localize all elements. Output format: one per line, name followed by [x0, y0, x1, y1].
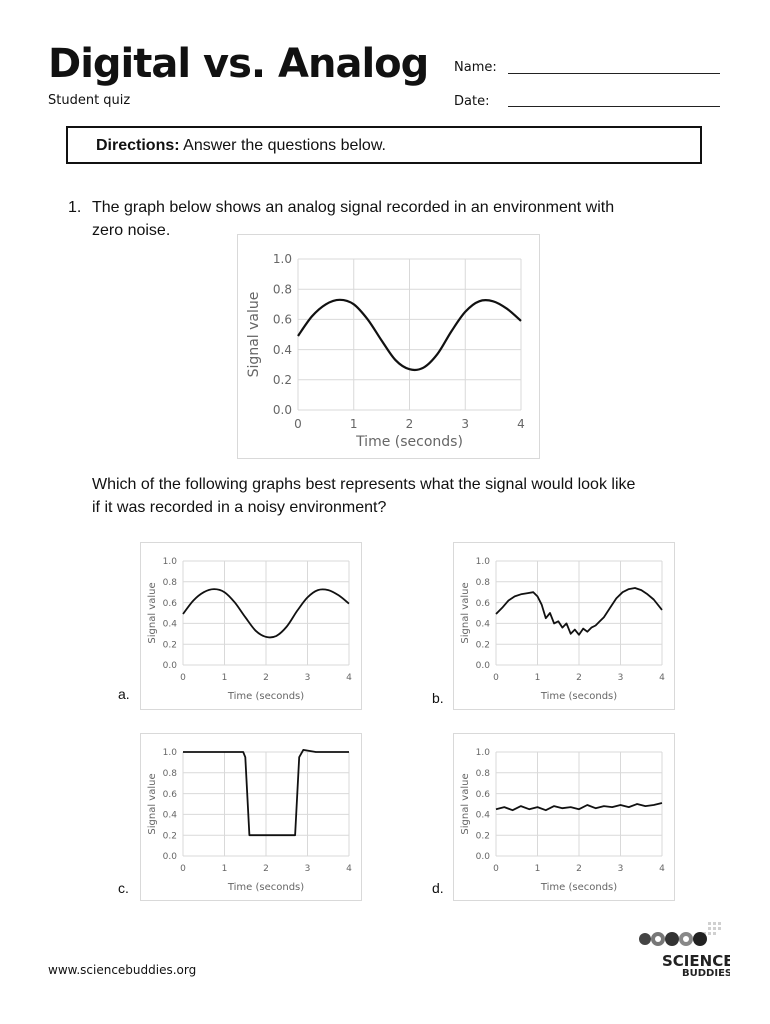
- x-tick-label: 4: [659, 673, 665, 683]
- logo-text-science: SCIENCE: [662, 952, 730, 970]
- y-tick-label: 1.0: [475, 557, 490, 568]
- x-tick-label: 1: [221, 673, 228, 683]
- x-tick-label: 0: [180, 864, 186, 874]
- x-tick-label: 4: [659, 864, 665, 874]
- date-field[interactable]: [508, 106, 720, 107]
- x-tick-label: 3: [461, 417, 470, 431]
- y-tick-label: 0.8: [162, 768, 177, 779]
- y-axis-label: Signal value: [460, 582, 471, 644]
- x-tick-label: 4: [517, 417, 525, 431]
- name-label: Name:: [454, 60, 497, 75]
- x-tick-label: 1: [349, 417, 358, 431]
- y-tick-label: 0.0: [162, 661, 177, 672]
- option-c-label[interactable]: c.: [118, 880, 129, 896]
- prompt-line2: if it was recorded in a noisy environment?: [92, 499, 387, 516]
- y-tick-label: 0.4: [475, 810, 490, 821]
- y-tick-label: 0.6: [162, 789, 177, 800]
- y-axis-label: Signal value: [147, 582, 158, 644]
- option-d-chart[interactable]: [453, 733, 675, 901]
- worksheet-title: Digital vs. Analog: [48, 41, 429, 87]
- x-tick-label: 2: [405, 417, 414, 431]
- y-tick-label: 0.8: [162, 577, 177, 588]
- x-tick-label: 3: [617, 673, 624, 683]
- y-axis-label: Signal value: [460, 773, 471, 835]
- y-tick-label: 0.2: [475, 640, 490, 651]
- y-tick-label: 0.4: [272, 342, 292, 357]
- option-c-chart[interactable]: [140, 733, 362, 901]
- directions-heading: Directions:: [96, 137, 180, 154]
- x-tick-label: 0: [180, 673, 186, 683]
- y-tick-label: 1.0: [475, 748, 490, 759]
- y-tick-label: 0.6: [272, 312, 292, 327]
- y-tick-label: 0.2: [162, 831, 177, 842]
- y-tick-label: 0.6: [475, 598, 490, 609]
- y-axis-label: Signal value: [246, 291, 262, 378]
- name-field[interactable]: [508, 73, 720, 74]
- x-axis-label: Time (seconds): [356, 434, 463, 450]
- x-tick-label: 0: [294, 417, 302, 431]
- x-tick-label: 2: [263, 673, 269, 683]
- directions-body: Answer the questions below.: [183, 137, 386, 154]
- science-buddies-logo: [630, 920, 730, 980]
- y-tick-label: 0.0: [162, 852, 177, 863]
- y-tick-label: 0.8: [475, 768, 490, 779]
- y-tick-label: 0.6: [475, 789, 490, 800]
- x-tick-label: 2: [576, 673, 582, 683]
- y-axis-label: Signal value: [147, 773, 158, 835]
- x-tick-label: 0: [493, 673, 499, 683]
- y-tick-label: 0.2: [162, 640, 177, 651]
- date-label: Date:: [454, 94, 490, 109]
- x-axis-label: Time (seconds): [540, 691, 618, 702]
- y-tick-label: 0.6: [162, 598, 177, 609]
- option-b-label[interactable]: b.: [432, 690, 444, 706]
- worksheet-subtitle: Student quiz: [48, 93, 131, 108]
- x-tick-label: 2: [576, 864, 582, 874]
- y-tick-label: 0.4: [475, 619, 490, 630]
- y-tick-label: 0.4: [162, 810, 177, 821]
- prompt-line1: Which of the following graphs best represents what the signal would look like: [92, 476, 636, 493]
- option-d-label[interactable]: d.: [432, 880, 444, 896]
- option-a-label[interactable]: a.: [118, 686, 130, 702]
- question-number: 1.: [68, 199, 82, 216]
- y-tick-label: 0.2: [475, 831, 490, 842]
- y-tick-label: 0.0: [475, 661, 490, 672]
- y-tick-label: 1.0: [162, 748, 177, 759]
- directions-text: [96, 137, 386, 155]
- x-tick-label: 3: [304, 673, 311, 683]
- x-tick-label: 1: [221, 864, 228, 874]
- y-tick-label: 0.4: [162, 619, 177, 630]
- question-text-line2: zero noise.: [92, 222, 171, 239]
- x-tick-label: 3: [304, 864, 311, 874]
- x-tick-label: 4: [346, 864, 352, 874]
- x-tick-label: 0: [493, 864, 499, 874]
- x-tick-label: 1: [534, 673, 541, 683]
- option-a-chart[interactable]: [140, 542, 362, 710]
- logo-icon: [630, 920, 730, 980]
- x-axis-label: Time (seconds): [227, 691, 305, 702]
- logo-text-buddies: BUDDIES: [682, 968, 730, 979]
- main-chart: [237, 234, 540, 459]
- y-tick-label: 1.0: [162, 557, 177, 568]
- x-tick-label: 1: [534, 864, 541, 874]
- x-tick-label: 4: [346, 673, 352, 683]
- y-tick-label: 0.8: [272, 282, 292, 297]
- y-tick-label: 1.0: [272, 252, 292, 267]
- directions-box: [66, 126, 702, 164]
- y-tick-label: 0.0: [475, 852, 490, 863]
- footer-url: www.sciencebuddies.org: [48, 963, 197, 977]
- question-text-line1: The graph below shows an analog signal recorded in an environment with: [92, 199, 615, 216]
- y-tick-label: 0.2: [272, 373, 292, 387]
- x-axis-label: Time (seconds): [540, 882, 618, 893]
- x-tick-label: 2: [263, 864, 269, 874]
- y-tick-label: 0.0: [272, 403, 292, 418]
- option-b-chart[interactable]: [453, 542, 675, 710]
- x-axis-label: Time (seconds): [227, 882, 305, 893]
- y-tick-label: 0.8: [475, 577, 490, 588]
- x-tick-label: 3: [617, 864, 624, 874]
